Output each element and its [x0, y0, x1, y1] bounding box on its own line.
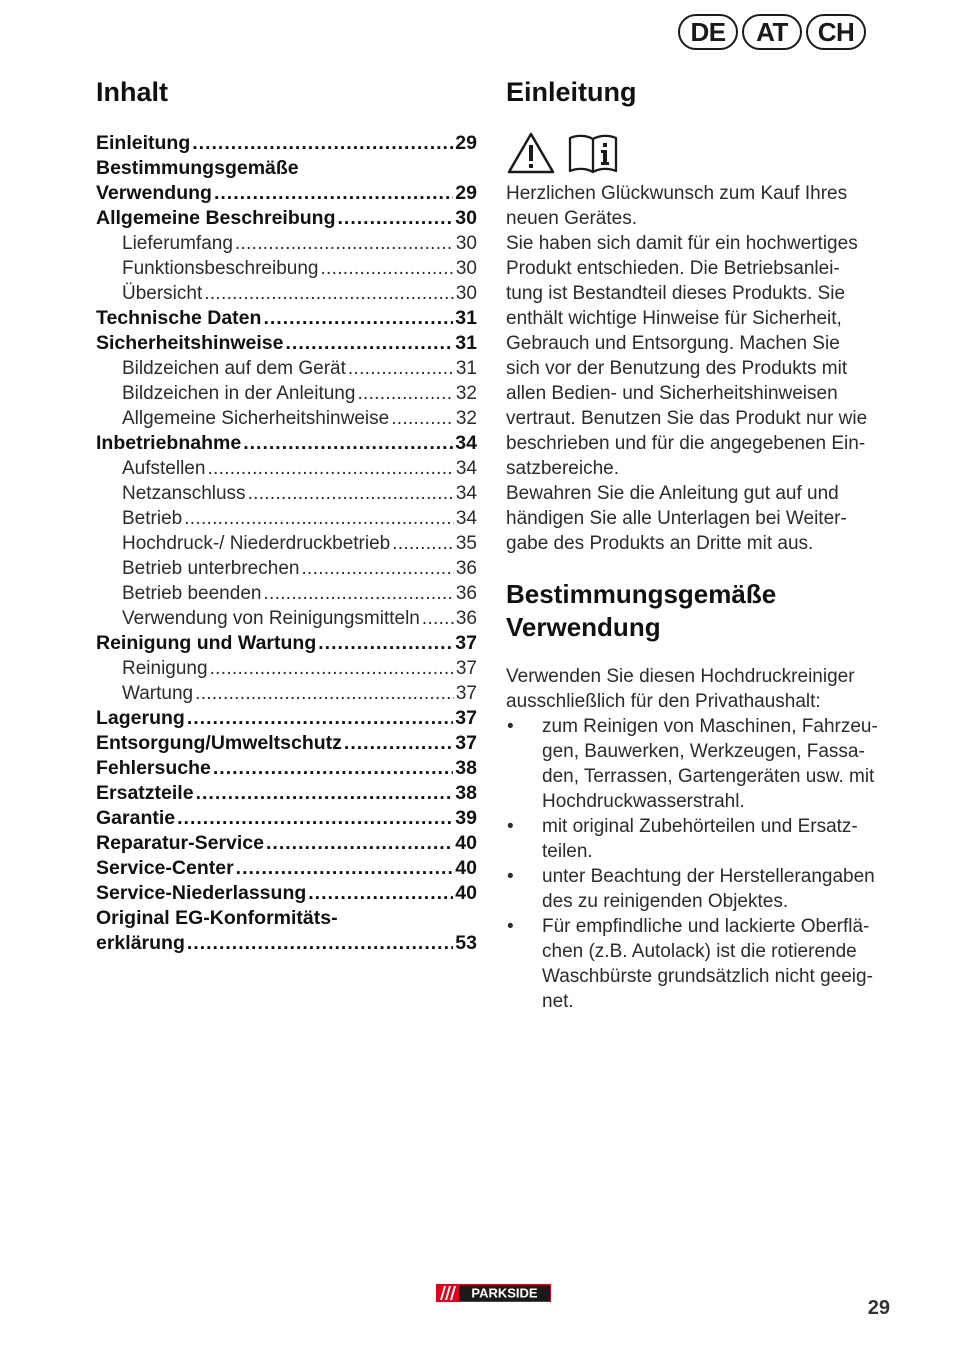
toc-entry-page: 32: [455, 408, 477, 429]
toc-leader-dots: [210, 656, 454, 681]
parkside-logo: [436, 1284, 551, 1302]
toc-entry-page: 29: [455, 182, 477, 204]
einleitung-line: sich vor der Benutzung des Produkts mit: [506, 358, 848, 379]
einleitung-line: enthält wichtige Hinweise für Sicherheit,: [506, 308, 842, 329]
toc-entry: [96, 231, 477, 256]
toc-entry: [96, 131, 477, 156]
toc-entry-title: Verwendung von Reinigungsmitteln: [122, 608, 420, 629]
toc-entry-title: Bildzeichen auf dem Gerät: [122, 358, 346, 379]
bullet-line: Hochdruckwasserstrahl.: [542, 791, 745, 812]
toc-entry: [96, 581, 477, 606]
toc-entry: [96, 706, 477, 731]
toc-leader-dots: [286, 331, 454, 356]
toc-leader-dots: [308, 881, 453, 906]
einleitung-line: Herzlichen Glückwunsch zum Kauf Ihres: [506, 183, 848, 204]
toc-entry-title: Ersatzteile: [96, 782, 194, 804]
country-badges: [678, 14, 866, 50]
country-badge-at: AT: [742, 14, 802, 50]
toc-entry-page: 40: [455, 857, 477, 879]
toc-leader-dots: [204, 281, 454, 306]
toc-entry: [96, 856, 477, 881]
toc-entry-title: Übersicht: [122, 283, 203, 304]
toc-leader-dots: [263, 581, 453, 606]
verwendung-title-line2: Verwendung: [506, 612, 661, 642]
toc-entry: [96, 181, 477, 206]
toc-entry: [96, 681, 477, 706]
toc-leader-dots: [392, 531, 454, 556]
toc-entry: [96, 756, 477, 781]
toc-entry-page: 35: [455, 533, 477, 554]
toc-leader-dots: [187, 931, 453, 956]
toc-entry: [96, 481, 477, 506]
toc-entry-title: Lieferumfang: [122, 233, 233, 254]
verwendung-intro-line: Verwenden Sie diesen Hochdruckreiniger: [506, 666, 855, 687]
toc-entry-page: 30: [455, 233, 477, 254]
verwendung-intro: [506, 664, 896, 714]
toc-entry: [96, 931, 477, 956]
toc-leader-dots: [214, 181, 453, 206]
toc-entry-title: Service-Center: [96, 857, 234, 879]
toc-leader-dots: [192, 131, 453, 156]
bullet-line: • unter Beachtung der Herstellerangaben: [542, 866, 875, 887]
toc-entry: [96, 206, 477, 231]
toc-entry-title: Aufstellen: [122, 458, 206, 479]
toc-entry: [96, 631, 477, 656]
toc-leader-dots: [207, 456, 453, 481]
toc-entry-title: Original EG-Konformitäts-: [96, 907, 338, 929]
toc-entry-title: Einleitung: [96, 132, 191, 154]
bullet-line: • Für empfindliche und lackierte Oberflä-: [542, 916, 870, 937]
toc-leader-dots: [318, 631, 453, 656]
toc-entry-page: 31: [455, 307, 477, 329]
toc-leader-dots: [337, 206, 453, 231]
verwendung-title: [506, 578, 896, 644]
toc-leader-dots: [235, 231, 454, 256]
toc-entry-page: 40: [455, 882, 477, 904]
toc-entry: [96, 281, 477, 306]
toc-list: [96, 131, 477, 956]
toc-leader-dots: [301, 556, 453, 581]
toc-entry-page: 34: [455, 432, 477, 454]
einleitung-text: [506, 181, 896, 556]
toc-entry-page: 32: [455, 383, 477, 404]
list-item: [506, 714, 896, 814]
toc-entry: [96, 831, 477, 856]
toc-entry-title: Bestimmungsgemäße: [96, 157, 299, 179]
toc-entry: [96, 306, 477, 331]
toc-entry: [96, 356, 477, 381]
bullet-line: teilen.: [542, 841, 593, 862]
einleitung-title: Einleitung: [506, 77, 637, 107]
einleitung-line: vertraut. Benutzen Sie das Produkt nur wie: [506, 408, 868, 429]
toc-leader-dots: [344, 731, 453, 756]
toc-entry-page: 37: [455, 632, 477, 654]
toc-entry-page: 36: [455, 583, 477, 604]
logo-brand-text: PARKSIDE: [471, 1285, 538, 1301]
toc-entry-page: 30: [455, 207, 477, 229]
toc-entry-title: Hochdruck-/ Niederdruckbetrieb: [122, 533, 391, 554]
toc-entry-page: 39: [455, 807, 477, 829]
einleitung-line: Gebrauch und Entsorgung. Machen Sie: [506, 333, 840, 354]
toc-leader-dots: [177, 806, 453, 831]
bullet-line: chen (z.B. Autolack) ist die rotierende: [542, 941, 857, 962]
toc-entry-title: Betrieb beenden: [122, 583, 262, 604]
toc-entry: [96, 881, 477, 906]
toc-leader-dots: [348, 356, 454, 381]
page-number: 29: [867, 1297, 890, 1319]
toc-entry: [96, 806, 477, 831]
toc-entry: [96, 556, 477, 581]
toc-entry-title: Entsorgung/Umweltschutz: [96, 732, 342, 754]
toc-entry-title: Technische Daten: [96, 307, 262, 329]
toc-entry-page: 37: [455, 707, 477, 729]
verwendung-title-line1: Bestimmungsgemäße: [506, 579, 777, 609]
toc-entry-title: Allgemeine Sicherheitshinweise: [122, 408, 390, 429]
toc-entry-page: 31: [455, 332, 477, 354]
bullet-line: den, Terrassen, Gartengeräten usw. mit: [542, 766, 875, 787]
toc-entry: [96, 606, 477, 631]
country-badge-de: DE: [678, 14, 738, 50]
safety-icons: [506, 131, 896, 175]
toc-column: [96, 76, 477, 956]
toc-title: Inhalt: [96, 77, 168, 107]
toc-entry-page: 36: [455, 608, 477, 629]
toc-entry-page: 31: [455, 358, 477, 379]
toc-entry-page: 29: [455, 132, 477, 154]
einleitung-line: gabe des Produkts an Dritte mit aus.: [506, 533, 814, 554]
toc-entry-page: 34: [455, 458, 477, 479]
einleitung-line: Produkt entschieden. Die Betriebsanlei-: [506, 258, 840, 279]
toc-entry-title: Netzanschluss: [122, 483, 246, 504]
toc-entry: [96, 906, 477, 931]
toc-leader-dots: [243, 431, 453, 456]
toc-entry: [96, 506, 477, 531]
toc-entry: [96, 731, 477, 756]
toc-leader-dots: [195, 681, 454, 706]
bullet-line: des zu reinigenden Objektes.: [542, 891, 789, 912]
toc-leader-dots: [196, 781, 454, 806]
toc-entry-title: Reinigung und Wartung: [96, 632, 317, 654]
bullet-line: gen, Bauwerken, Werkzeugen, Fassa-: [542, 741, 865, 762]
toc-entry: [96, 656, 477, 681]
toc-leader-dots: [357, 381, 453, 406]
toc-leader-dots: [263, 306, 453, 331]
toc-leader-dots: [213, 756, 453, 781]
country-badge-ch: CH: [806, 14, 866, 50]
toc-entry: [96, 456, 477, 481]
toc-entry-page: 38: [455, 782, 477, 804]
toc-entry: [96, 331, 477, 356]
toc-leader-dots: [184, 506, 454, 531]
toc-entry-page: 34: [455, 483, 477, 504]
einleitung-line: satzbereiche.: [506, 458, 620, 479]
manual-info-icon: [566, 131, 620, 175]
einleitung-line: tung ist Bestandteil dieses Produkts. Sie: [506, 283, 846, 304]
toc-leader-dots: [236, 856, 454, 881]
toc-entry-title: Funktionsbeschreibung: [122, 258, 319, 279]
toc-entry-title: Betrieb unterbrechen: [122, 558, 300, 579]
toc-entry-page: 34: [455, 508, 477, 529]
einleitung-line: neuen Gerätes.: [506, 208, 637, 229]
toc-entry-page: 37: [455, 683, 477, 704]
bullet-line: • zum Reinigen von Maschinen, Fahrzeu-: [542, 716, 878, 737]
toc-entry-title: Lagerung: [96, 707, 185, 729]
toc-entry-page: 36: [455, 558, 477, 579]
list-item: [506, 914, 896, 1014]
bullet-line: • mit original Zubehörteilen und Ersatz-: [542, 816, 858, 837]
verwendung-intro-line: ausschließlich für den Privathaushalt:: [506, 691, 821, 712]
einleitung-line: händigen Sie alle Unterlagen bei Weiter-: [506, 508, 847, 529]
toc-entry: [96, 531, 477, 556]
toc-leader-dots: [187, 706, 453, 731]
toc-entry-page: 37: [455, 732, 477, 754]
toc-entry-title: Service-Niederlassung: [96, 882, 307, 904]
toc-entry-title: Bildzeichen in der Anleitung: [122, 383, 356, 404]
toc-entry-page: 30: [455, 283, 477, 304]
toc-entry-title: Fehlersuche: [96, 757, 211, 779]
toc-entry-title: Sicherheitshinweise: [96, 332, 284, 354]
toc-entry-page: 40: [455, 832, 477, 854]
toc-entry-title: Wartung: [122, 683, 194, 704]
toc-entry-page: 30: [455, 258, 477, 279]
toc-entry-page: 37: [455, 658, 477, 679]
toc-entry-title: Inbetriebnahme: [96, 432, 242, 454]
toc-entry-title: Allgemeine Beschreibung: [96, 207, 336, 229]
list-item: [506, 814, 896, 864]
toc-leader-dots: [320, 256, 453, 281]
toc-entry-page: 53: [455, 932, 477, 954]
toc-entry-title: Garantie: [96, 807, 176, 829]
toc-entry: [96, 406, 477, 431]
toc-leader-dots: [391, 406, 454, 431]
bullet-line: net.: [542, 991, 574, 1012]
toc-entry: [96, 256, 477, 281]
list-item: [506, 864, 896, 914]
toc-entry-title: Reparatur-Service: [96, 832, 264, 854]
toc-entry: [96, 156, 477, 181]
content-column: [506, 76, 896, 1014]
toc-leader-dots: [248, 481, 454, 506]
toc-entry-title: erklärung: [96, 932, 185, 954]
warning-triangle-icon: [506, 131, 556, 175]
toc-entry-title: Reinigung: [122, 658, 208, 679]
toc-entry: [96, 781, 477, 806]
bullet-line: Waschbürste grundsätzlich nicht geeig-: [542, 966, 873, 987]
einleitung-line: allen Bedien- und Sicherheitshinweisen: [506, 383, 838, 404]
toc-entry-page: 38: [455, 757, 477, 779]
einleitung-line: beschrieben und für die angegebenen Ein-: [506, 433, 866, 454]
verwendung-bullets: [506, 714, 896, 1014]
toc-entry: [96, 381, 477, 406]
toc-entry-title: Verwendung: [96, 182, 212, 204]
toc-entry: [96, 431, 477, 456]
einleitung-line: Sie haben sich damit für ein hochwertiges: [506, 233, 858, 254]
toc-leader-dots: [266, 831, 453, 856]
toc-entry-title: Betrieb: [122, 508, 183, 529]
toc-leader-dots: [422, 606, 454, 631]
einleitung-line: Bewahren Sie die Anleitung gut auf und: [506, 483, 839, 504]
